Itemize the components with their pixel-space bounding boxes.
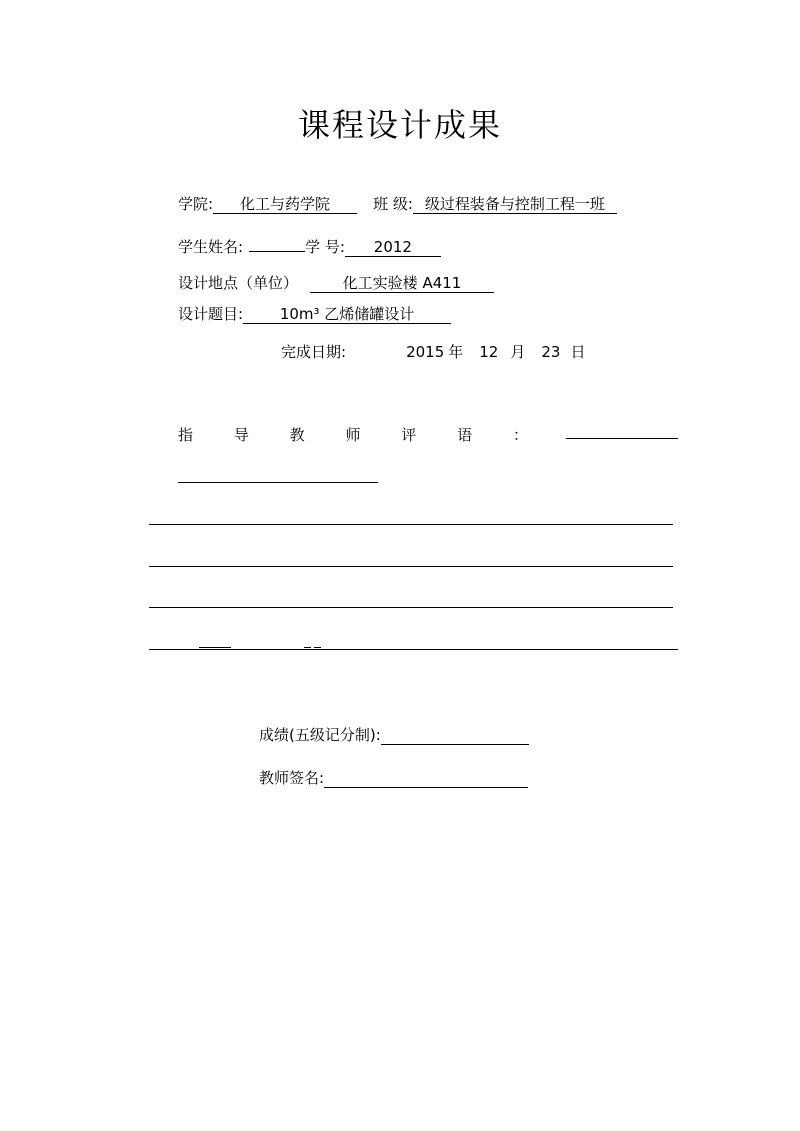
college-label: 学院:	[178, 195, 214, 213]
comment-line	[149, 524, 673, 525]
topic-value: 10m³ 乙烯储罐设计	[243, 306, 451, 324]
location-value: 化工实验楼 A411	[310, 275, 494, 293]
topic-row	[178, 303, 451, 324]
student-id-value: 2012	[345, 239, 441, 257]
date-row	[281, 341, 585, 362]
comments-label-char: 评	[401, 426, 417, 444]
topic-label: 设计题目:	[178, 305, 244, 323]
comments-label-char: ：	[512, 426, 528, 444]
comment-line	[149, 566, 673, 567]
student-name-label: 学生姓名:	[178, 238, 244, 256]
comments-label-char: 教	[289, 426, 305, 444]
signature-label: 教师签名:	[259, 769, 325, 787]
comment-line-fragment	[304, 647, 311, 648]
student-id-label: 学 号:	[305, 238, 345, 256]
comment-line	[566, 438, 678, 439]
comment-line	[149, 607, 673, 608]
date-label: 完成日期:	[281, 343, 347, 361]
day-unit: 日	[570, 343, 586, 361]
comment-line-fragment	[199, 647, 231, 648]
comments-label-char: 语	[457, 426, 473, 444]
college-class-row	[178, 193, 617, 214]
comments-label-char: 指	[178, 426, 194, 444]
comments-label-char: 师	[345, 426, 361, 444]
month-unit: 月	[510, 343, 526, 361]
score-row	[259, 724, 529, 745]
signature-row	[259, 767, 528, 788]
date-month: 12	[479, 343, 499, 361]
location-label: 设计地点（单位）	[178, 274, 299, 292]
date-day: 23	[541, 343, 561, 361]
score-label: 成绩(五级记分制):	[259, 726, 381, 744]
class-value: 级过程装备与控制工程一班	[413, 196, 617, 214]
signature-blank	[324, 770, 528, 788]
student-name-value	[249, 251, 305, 252]
comment-line-fragment	[314, 647, 321, 648]
comment-line	[178, 482, 378, 483]
college-value: 化工与药学院	[213, 196, 357, 214]
class-label: 班 级:	[373, 195, 413, 213]
name-id-row	[178, 236, 441, 257]
location-row	[178, 272, 494, 293]
year-unit: 年	[448, 343, 464, 361]
comments-label-char: 导	[233, 426, 249, 444]
date-year: 2015	[406, 343, 445, 361]
page-title: 课程设计成果	[297, 106, 502, 144]
score-blank	[381, 727, 529, 745]
comment-line	[149, 649, 678, 650]
advisor-comments-label	[178, 424, 528, 445]
